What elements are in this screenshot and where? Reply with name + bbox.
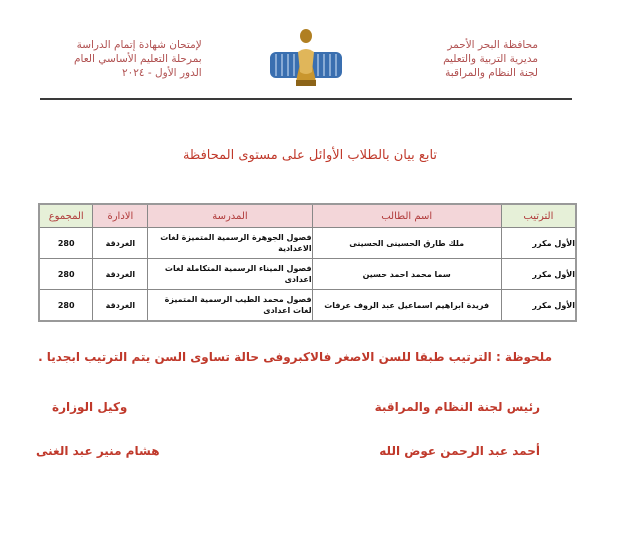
header-school: المدرسة	[148, 204, 312, 228]
cell-school: فصول الميناء الرسمية المتكاملة لغات اعدادى	[148, 259, 312, 290]
committee-name: لجنة النظام والمراقبة	[445, 67, 538, 79]
table-row	[39, 228, 576, 259]
cell-rank: الأول مكرر	[501, 228, 576, 259]
cell-student: ملك طارق الحسينى الحسينى	[312, 228, 501, 259]
directorate-name: مديرية التربية والتعليم	[443, 53, 538, 65]
header-right-block	[443, 38, 538, 80]
cell-student: فريدة ابراهيم اسماعيل عبد الروف عرفات	[312, 290, 501, 322]
page-title: تابع بيان بالطلاب الأوائل على مستوى المحافظة	[182, 148, 438, 163]
header-student: اسم الطالب	[312, 204, 501, 228]
governorate-name: محافظة البحر الأحمر	[447, 39, 538, 51]
cell-student: سما محمد احمد حسين	[312, 259, 501, 290]
cell-admin: الغردقة	[93, 259, 148, 290]
header-divider	[40, 98, 572, 100]
header-left-block	[74, 38, 202, 80]
cell-total: 280	[39, 228, 93, 259]
header-admin: الادارة	[93, 204, 148, 228]
cell-total: 280	[39, 290, 93, 322]
header-total: المجموع	[39, 204, 93, 228]
top-students-table	[38, 203, 577, 322]
ranking-note: ملحوظة : الترتيب طبقا للسن الاصغر فالاكبروفى حالة تساوى السن يتم الترتيب ابجديا .	[38, 350, 552, 364]
cell-admin: الغردقة	[93, 228, 148, 259]
cell-rank: الأول مكرر	[501, 290, 576, 322]
exam-title: لإمتحان شهادة إتمام الدراسة	[76, 39, 202, 51]
table-header-row	[39, 204, 576, 228]
table-row	[39, 259, 576, 290]
cell-school: فصول الجوهرة الرسمية المتميزة لغات الاعدادية	[148, 228, 312, 259]
deputy-minister-name: هشام منير عبد الغنى	[36, 444, 160, 458]
deputy-minister-title: وكيل الوزارة	[52, 400, 128, 414]
cell-admin: الغردقة	[93, 290, 148, 322]
eagle-emblem-logo	[266, 22, 346, 92]
exam-stage: بمرحلة التعليم الأساسي العام	[74, 53, 202, 65]
committee-head-name: أحمد عبد الرحمن عوض الله	[379, 444, 540, 458]
cell-total: 280	[39, 259, 93, 290]
exam-session: الدور الأول - ٢٠٢٤	[121, 67, 202, 79]
cell-school: فصول محمد الطيب الرسمية المتميزة لغات اعدادى	[148, 290, 312, 322]
table-row	[39, 290, 576, 322]
cell-rank: الأول مكرر	[501, 259, 576, 290]
committee-head-title: رئيس لجنة النظام والمراقبة	[374, 400, 540, 414]
header-rank: الترتيب	[501, 204, 576, 228]
